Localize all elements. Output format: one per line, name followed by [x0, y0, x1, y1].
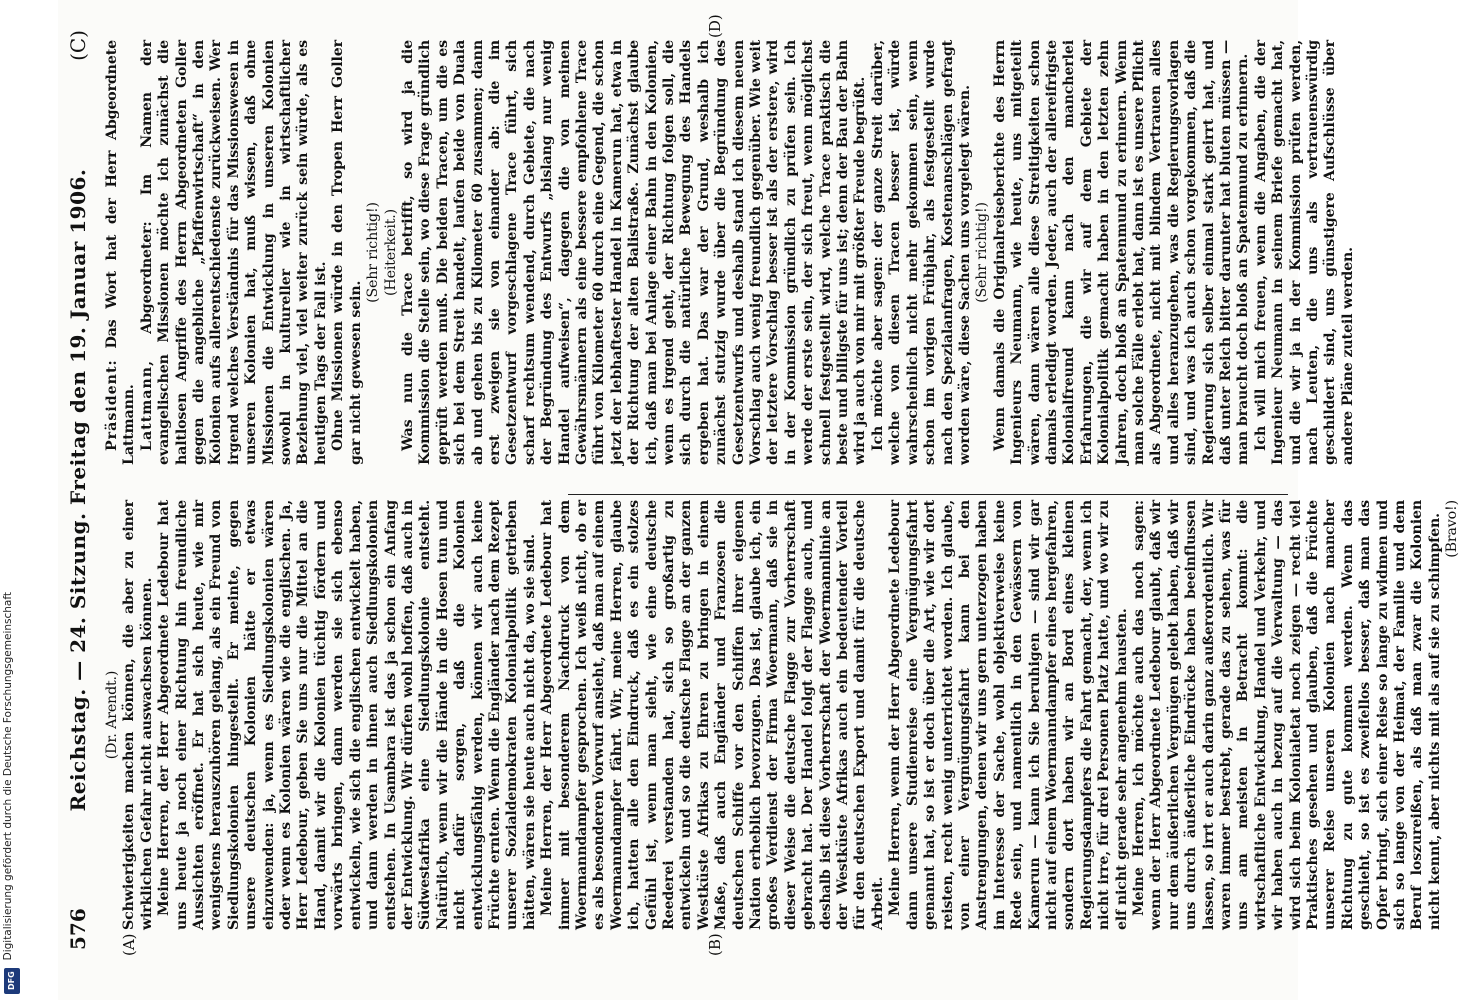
running-head-title: Reichstag. — 24. Sitzung. Freitag den 19. Januar 1906.: [66, 168, 90, 812]
digitization-credit: [0, 0, 26, 1000]
paragraph: Abgeordneter: Im Namen der evangelischen Missionen möchte ich zunächst die haltlosen Angriffe des Herrn Abgeordneten Goller gegen die angebliche „Pfaffenwirtschaft“ in den Kolonien aufs allerentschiedenste zurückweisen. Wer irgend welches Verständnis für das Missionswesen in unseren Kolonien hat, muß wissen, daß ohne Missionen die Entwicklung in unseren Kolonien sowohl in kultureller wie in wirtschaftlicher Beziehung viel, viel weiter zurück sein würde, als es heutigen Tags der Fall ist.: [138, 40, 329, 465]
paragraph: Ohne Missionen würde in den Tropen Herr Goller gar nicht gewesen sein.: [330, 40, 364, 465]
paragraph: Ich will mich freuen, wenn die Angaben, die der Ingenieur Neumann in seinem Briefe gemacht hat, und die wir ja in der Kommission prüfen werden, nach Leuten, die uns als vertrauenswürdig geschildert sind, uns günstigere Aufschlüsse über andere Pläne zuteil werden.: [1252, 40, 1356, 465]
interjection-sehr-richtig: (Sehr richtig!): [974, 202, 991, 303]
paragraph: Schwierigkeiten machen können, die aber zu einer wirklichen Gefahr nicht auswachsen können.: [121, 500, 155, 930]
paragraph: Ich möchte aber sagen: der ganze Streit darüber, welche von diesen Tracen besser ist, würde wahrscheinlich nicht mehr gekommen sein, wenn schon im vorigen Frühjahr, als festgestellt wurde nach den Spezialanfragen, Kostenanschlägen gefragt worden wäre, diese Sachen uns vorgelegt wären.: [869, 40, 973, 465]
paragraph: Meine Herren, ich möchte auch das noch sagen: wenn der Herr Abgeordnete Ledebour glaubt, daß wir nur dem äußerlichen Vergnügen gelebt haben, daß wir uns durch äußerliche Eindrücke haben beeinflussen lassen, so irrt er auch darin ganz außerordentlich. Wir waren immer bestrebt, gerade das zu sehen, was für uns am meisten in Betracht kommt: die wirtschaftliche Entwicklung, Handel und Verkehr, und wir haben auch in bezug auf die Verwaltung — das wird sich beim Kolonialetat noch zeigen — recht viel Praktisches gesehen und glauben, daß die Früchte unserer Reise unseren Kolonien nach mancher Richtung zu gute kommen werden. Wenn das geschieht, so ist es zweifellos besser, daß man das Opfer bringt, sich einer Reise so lange zu widmen und sich so lange von der Heimat, der Familie und dem Beruf loszureißen, als daß man zwar die Kolonien nicht kennt, aber nichts mit als auf sie zu schimpfen.: [1130, 500, 1443, 930]
scanned-page: [58, 0, 1461, 1000]
paragraph: Meine Herren, der Herr Abgeordnete Ledebour hat immer mit besonderem Nachdruck von dem Woermanndampfer gesprochen. Ich weiß nicht, ob er es als besonderen Vorwurf ansieht, daß man auf einem Woermanndampfer fährt. Wir, meine Herren, glaube ich, hatten alle den Eindruck, daß es ein stolzes Gefühl ist, wenn man sieht, wie eine deutsche Reederei verstanden hat, sich so großartig zu entwickeln und so die deutsche Flagge an der ganzen Westküste Afrikas zu Ehren zu bringen in einem Maße, daß auch Engländer und Franzosen die deutschen Schiffe vor den Schiffen ihrer eigenen Nation erheblich bevorzugen. Das ist, glaube ich, ein großes Verdienst der Firma Woermann, daß sie in dieser Weise die deutsche Flagge zur Vorherrschaft gebracht hat. Der Handel folgt der Flagge auch, und deshalb ist diese Vorherrschaft der Woermannlinie an der Westküste Afrikas auch ein bedeutender Vorteil für den deutschen Export und damit für die deutsche Arbeit.: [539, 500, 886, 930]
president-statement: Das Wort hat der Herr Abgeordnete Lattmann.: [104, 39, 138, 465]
margin-mark-c: (C): [66, 30, 90, 61]
interjection-heiterkeit: (Heiterkeit.): [382, 208, 399, 297]
column-divider: [568, 494, 1288, 495]
interjection-bravo: (Bravo!): [1444, 500, 1461, 558]
paragraph: Wenn damals die Originalreiseberichte des Herrn Ingenieurs Neumann, wie heute, uns mitgeteilt wären, dann wären alle diese Streitigkeiten schon damals erledigt worden. Jeder, auch der allereifrigste Kolonialfreund kann nach den mancherlei Erfahrungen, die wir auf dem Gebiete der Kolonialpolitik gemacht haben in den letzten zehn Jahren, doch bloß an Spatenmund zu erinnern. Wenn man solche Fälle erlebt hat, dann ist es unsere Pflicht als Abgeordnete, nicht mit blindem Vertrauen alles und alles heranzugehen, was die Regierungsvorlagen sind, und was ich auch schon vorgekommen, daß die Regierung sich selber einmal stark geirrt hat, und daß unter Reich bitter darunter hat bluten müssen — man braucht doch bloß an Spatenmund zu erinnern.: [991, 40, 1252, 465]
running-header: [66, 30, 100, 950]
margin-mark-b: (B): [706, 933, 724, 956]
paragraph: Meine Herren, der Herr Abgeordnete Ledebour hat uns heute ja noch einer Richtung hin freundliche Aussichten eröffnet. Er hat sich heute, wie mir wenigstens herauszuhören gelang, als ein Freund von Siedlungskolonien hingestellt. Er meinte, gegen unsere deutschen Kolonien hätte er etwas einzuwenden: ja, wenn es Siedlungskolonien wären oder wenn es Kolonien wären wie die englischen. Ja, Herr Ledebour, geben Sie uns nur die Mittel an die Hand, damit wir die Kolonien tüchtig fördern und vorwärts bringen, dann werden sie sich ebenso entwickeln, wie sich die englischen entwickelt haben, und dann werden in ihnen auch Siedlungskolonien entstehen. In Usambara ist das ja schon ein Anfang der Entwicklung. Wir dürfen wohl hoffen, daß auch in Südwestafrika eine Siedlungskolonie entsteht. Natürlich, wenn wir die Hände in die Hosen tun und nicht dafür sorgen, daß die Kolonien entwicklungsfähig werden, können wir auch keine Früchte ernten. Wenn die Engländer nach dem Rezept unserer Sozialdemokraten Kolonialpolitik getrieben hätten, wären sie heute auch nicht da, wo sie sind.: [156, 500, 538, 930]
dfg-credit-text: Digitalisierung gefördert durch die Deutsche Forschungsgemeinschaft: [2, 591, 14, 960]
paragraph: Was nun die Trace betrifft, so wird ja die Kommission die Stelle sein, wo diese Frage gründlich geprüft werden muß. Die beiden Tracen, um die es sich bei dem Streit handelt, laufen beide von Duala ab und gehen bis zu Kilometer 60 zusammen; dann erst zweigen sie von einander ab: die im Gesetzentwurf vorgeschlagene Trace führt, sich scharf rechtsum wendend, durch Gebiete, die nach der Begründung des Entwurfs „bislang nur wenig Handel aufweisen“, dagegen die von meinen Gewährsmännern als eine bessere empfohlene Trace führt von Kilometer 60 durch eine Gegend, die schon jetzt der lebhaftester Handel in Kamerun hat, etwa in der Richtung der alten Balistraße. Zunächst glaube ich, daß man bei Anlage einer Bahn in den Kolonien, wenn es irgend geht, der Richtung folgen soll, die sich durch die natürliche Bewegung des Handels ergeben hat. Das war der Grund, weshalb ich zunächst stutzig wurde über die Begründung des Gesetzentwurfs und deshalb stand ich diesem neuen Vorschlag auch wenig freundlich gegenüber. Wie weit der letztere Vorschlag besser ist als der erstere, wird in der Kommission gründlich zu prüfen sein. Ich werde der erste sein, der sich freut, wenn möglichst schnell festgestellt wird, welche Trace praktisch die beste und billigste für uns ist; denn der Bau der Bahn wird ja auch von mir mit größter Freude begrüßt.: [399, 40, 869, 465]
margin-mark-a: (A): [120, 933, 138, 956]
interjection-sehr-richtig: (Sehr richtig!): [365, 202, 382, 303]
margin-mark-d: (D): [706, 14, 724, 38]
paragraph: Meine Herren, wenn der Herr Abgeordnete Ledebour dann unsere Studienreise eine Vergnügungsfahrt genannt hat, so ist er doch über die Art, wie wir dort reisten, recht wenig unterrichtet worden. Ich glaube, von einer Vergnügungsfahrt kann bei den Anstrengungen, denen wir uns gern unterzogen haben im Interesse der Sache, wohl objektiverweise keine Rede sein, und namentlich in den Gewässern von Kamerun — kann ich Sie beruhigen — sind wir gar nicht auf einem Woermanndampfer eines hergefahren, sondern dort haben wir an Bord eines kleinen Regierungsdampfers die Fahrt gemacht, der, wenn ich nicht irre, für drei Personen Platz hatte, und wo wir zu elf nicht gerade sehr angenehm hausten.: [887, 499, 1130, 930]
speaker-continuation: (Dr. Arendt.): [104, 670, 120, 760]
dfg-logo: DFG: [4, 968, 20, 994]
right-column: [104, 40, 1357, 465]
president-label: Präsident:: [104, 359, 120, 451]
left-column: [104, 500, 1462, 930]
speaker-name: Lattmann,: [138, 359, 155, 451]
page-number: 576: [66, 908, 90, 950]
